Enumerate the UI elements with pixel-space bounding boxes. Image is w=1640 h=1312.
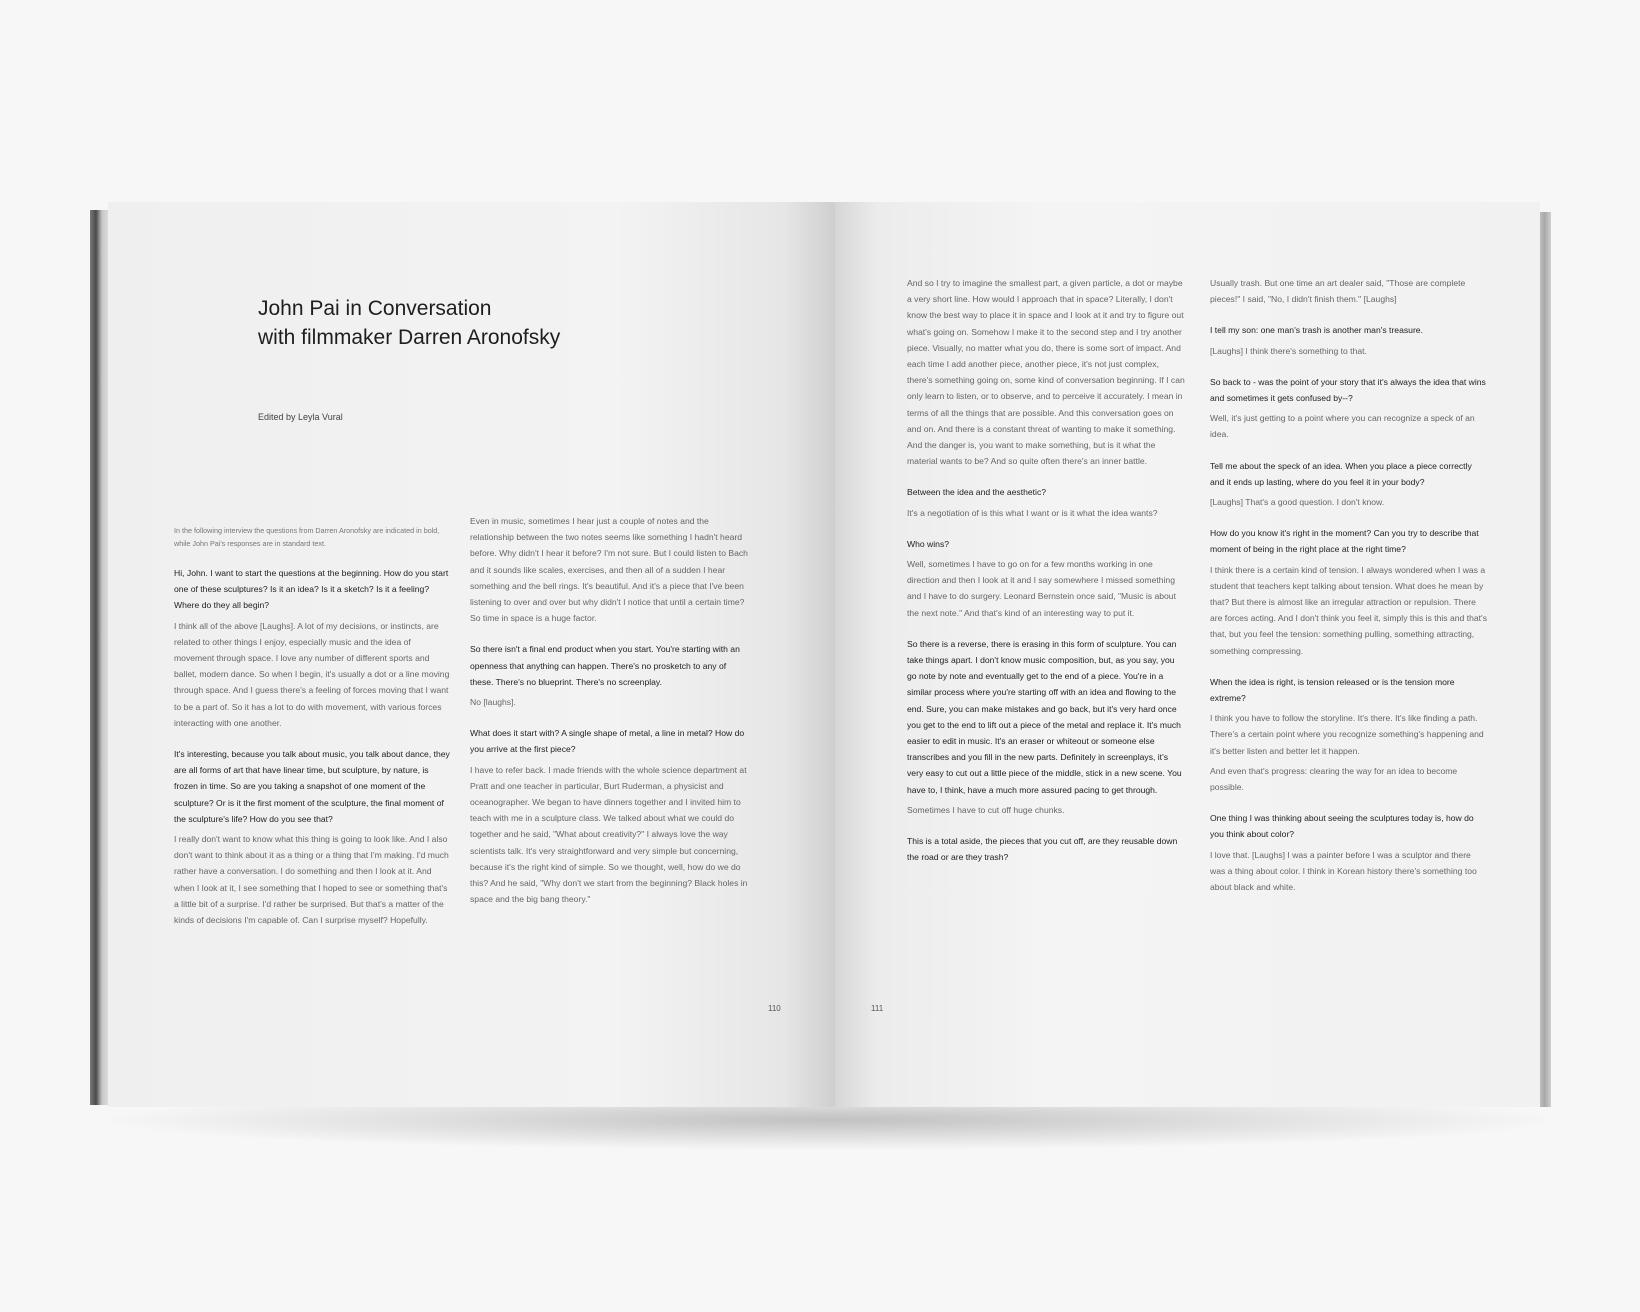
left-page-column-2 bbox=[470, 516, 748, 922]
left-page bbox=[108, 202, 835, 1107]
right-page bbox=[835, 202, 1540, 1107]
answer-paragraph: No [laughs]. bbox=[470, 697, 516, 708]
question-paragraph: I tell my son: one man's trash is another man's treasure. bbox=[1210, 325, 1423, 336]
left-page-column-1 bbox=[174, 524, 452, 943]
answer-paragraph: I love that. [Laughs] I was a painter before I was a sculptor and there was a thing about color. I think in Korean history there's something too about black and white. bbox=[1210, 849, 1477, 893]
page-number: 110 bbox=[768, 1004, 781, 1013]
question-paragraph: Who wins? bbox=[907, 538, 950, 549]
question-paragraph: When the idea is right, is tension released or is the tension more extreme? bbox=[1210, 676, 1455, 704]
answer-paragraph: And so I try to imagine the smallest part, a given particle, a dot or maybe a very short line. How would I approach that in space? Literally, I don't know the best way to place it in space and I look at it and try to figure out what's going on. Somehow I make it to the second step and I try another piece. Visually, no matter what you do, there is some sort of impact. And each time I add another piece, another piece, it's not just complex, there's something going on, some kind of conversation beginning. If I can only learn to listen, or to observe, and to perceive it accurately. I mean in terms of all the things that are possible. And this conversation goes on and on. And there is a constant threat of wanting to make it something. And the danger is, you want to make something, but is it what the material wants to be? And so quite often there's an inner battle. bbox=[907, 278, 1185, 467]
article-title bbox=[258, 294, 678, 352]
answer-paragraph: Even in music, sometimes I hear just a couple of notes and the relationship between the two notes seems like something I hadn't heard before. Why didn't I hear it before? I'm not sure. But I could listen to Bach and it sounds like scales, exercises, and then all of a sudden I hear something and the bell rings. It's beautiful. And it's a piece that I've been listening to over and over but why didn't I notice that until a certain time? So time in space is a huge factor. bbox=[470, 516, 748, 624]
answer-paragraph: Usually trash. But one time an art dealer said, "Those are complete pieces!" I said, "No, I didn't finish them." [Laughs] bbox=[1210, 278, 1466, 305]
answer-paragraph: [Laughs] I think there's something to that. bbox=[1210, 345, 1367, 356]
answer-paragraph: I think you have to follow the storyline. It's there. It's like finding a path. There's a certain point where you recognize something's happening and it's better listen and better let it happen. bbox=[1210, 713, 1484, 756]
title-line-2: with filmmaker Darren Aronofsky bbox=[258, 326, 561, 349]
intro-note: In the following interview the questions from Darren Aronofsky are indicated in bold, while John Pai's responses are in standard text. bbox=[174, 526, 440, 548]
question-paragraph: This is a total aside, the pieces that you cut off, are they reusable down the road or are they trash? bbox=[907, 836, 1178, 863]
question-paragraph: Tell me about the speck of an idea. When you place a piece correctly and it ends up lasting, where do you feel it in your body? bbox=[1210, 460, 1472, 487]
answer-paragraph: [Laughs] That's a good question. I don't know. bbox=[1210, 497, 1385, 508]
book-page-edges-left bbox=[90, 210, 110, 1105]
question-paragraph: Between the idea and the aesthetic? bbox=[907, 487, 1047, 498]
answer-paragraph: Well, it's just getting to a point where you can recognize a speck of an idea. bbox=[1210, 413, 1475, 440]
answer-paragraph: I think there is a certain kind of tension. I always wondered when I was a student that teachers kept talking about tension. What does he mean by that? But there is almost like an irregular attraction or repulsion. There are forces acting. And I don't think you feel it, simply this is this and that's that, but you feel the tension: something pulling, something attracting, something compressing. bbox=[1210, 564, 1487, 656]
question-paragraph: It's interesting, because you talk about music, you talk about dance, they are all forms of art that have linear time, but sculpture, by nature, is frozen in time. So are you taking a snapshot of one moment of the sculpture? Or is it the first moment of the sculpture, the final moment of the sculpture's life? How do you see that? bbox=[174, 749, 450, 824]
editor-credit: Edited by Leyla Vural bbox=[258, 412, 343, 422]
right-page-column-2 bbox=[1210, 278, 1488, 910]
answer-paragraph: I have to refer back. I made friends with the whole science department at Pratt and one teacher in particular, Burt Ruderman, a physicist and oceanographer. We began to have dinners together and I invited him to teach with me in a sculpture class. We talked about what we could do together and he said, "What about creativity?" I always love the way scientists talk. It's very straightforward and very simple but concerning, because it's the right kind of simple. So we thought, well, how do we do this? And he said, "Why don't we start from the beginning? Black holes in space and the big bang theory." bbox=[470, 764, 748, 905]
question-paragraph: So there isn't a final end product when you start. You're starting with an openness that anything can happen. There's no prosketch to any of these. There's no blueprint. There's no screenplay. bbox=[470, 644, 740, 687]
right-page-column-1 bbox=[907, 278, 1185, 881]
question-paragraph: So back to - was the point of your story that it's always the idea that wins and sometimes it gets confused by--? bbox=[1210, 376, 1486, 404]
answer-paragraph: I think all of the above [Laughs]. A lot of my decisions, or instincts, are related to other things I enjoy, especially music and the idea of movement through space. I love any number of different sports and ballet, modern dance. So when I begin, it's usually a dot or a line moving through space. And I guess there's a feeling of forces moving that I want to be a part of. So it has a lot to do with movement, with various forces interacting with one another. bbox=[174, 620, 450, 728]
question-paragraph: How do you know it's right in the moment? Can you try to describe that moment of being in the right place at the right time? bbox=[1210, 528, 1479, 555]
question-paragraph: What does it start with? A single shape of metal, a line in metal? How do you arrive at the first piece? bbox=[470, 728, 745, 755]
answer-paragraph: I really don't want to know what this thing is going to look like. And I also don't want to think about it as a thing or a thing that I'm making. I'd much rather have a conversation. I do something and then I look at it. And when I look at it, I see something that I hoped to see or something that's a little bit of a surprise. I'd rather be surprised. But that's a matter of the kinds of decisions I'm capable of. Can I surprise myself? Hopefully. bbox=[174, 834, 449, 926]
answer-paragraph: And even that's progress: clearing the way for an idea to become possible. bbox=[1210, 765, 1458, 793]
answer-paragraph: Sometimes I have to cut off huge chunks. bbox=[907, 804, 1065, 815]
question-paragraph: Hi, John. I want to start the questions at the beginning. How do you start one of these sculptures? Is it an idea? Is it a sketch? Is it a feeling? Where do they all begin? bbox=[174, 568, 449, 611]
question-paragraph: One thing I was thinking about seeing the sculptures today is, how do you think about color? bbox=[1210, 813, 1474, 840]
answer-paragraph: It's a negotiation of is this what I want or is it what the idea wants? bbox=[907, 507, 1158, 518]
title-line-1: John Pai in Conversation bbox=[258, 297, 492, 320]
answer-paragraph: Well, sometimes I have to go on for a few months working in one direction and then I look at it and I say somewhere I missed something and I have to do surgery. Leonard Bernstein once said, "Music is about the next note." And that's kind of an interesting way to put it. bbox=[907, 559, 1176, 618]
page-number: 111 bbox=[871, 1004, 884, 1013]
question-paragraph: So there is a reverse, there is erasing in this form of sculpture. You can take things apart. I don't know music composition, but, as you say, you go note by note and eventually get to the end of a piece. You're in a similar process where you're starting off with an idea and flowing to the end. Sure, you can make mistakes and go back, but it's very hard once you get to the end to lift out a piece of the metal and replace it. It's much easier to edit in music. It's an eraser or whiteout or someone else transcribes and you fill in the new parts. Definitely in screenplays, it's very easy to cut out a little piece of the middle, stick in a new scene. You have to, I think, have a much more assured pacing to get through. bbox=[907, 638, 1182, 795]
